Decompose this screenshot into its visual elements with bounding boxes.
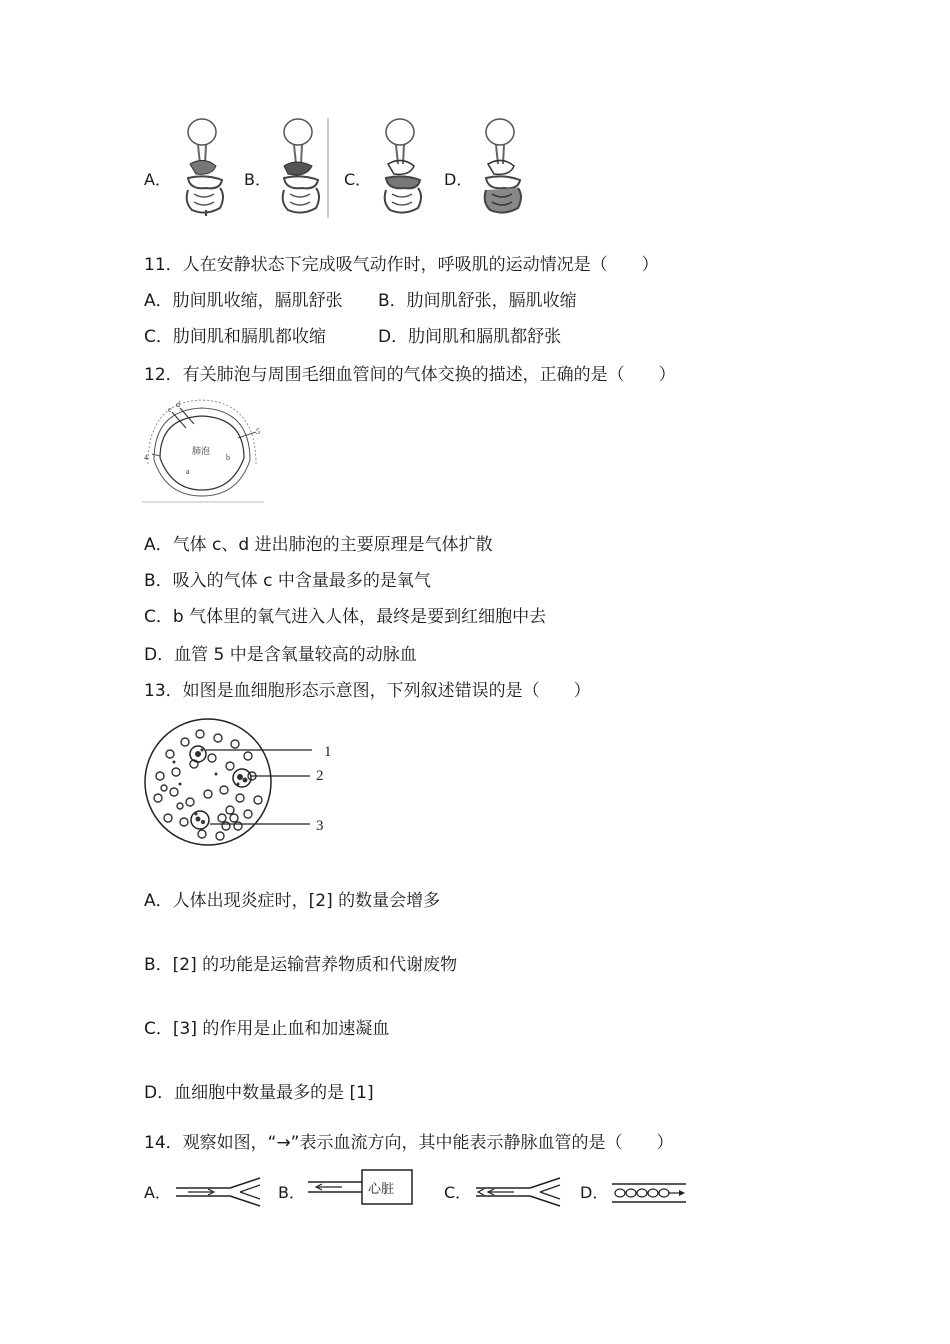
- blood-cell-diagram: [140, 714, 340, 854]
- q11-option-b: B．肋间肌舒张，膈肌收缩: [378, 291, 577, 311]
- blood-cell-label-1: 1: [324, 744, 332, 760]
- label-4: 4: [144, 453, 148, 462]
- q11-option-a: A．肋间肌收缩，膈肌舒张: [144, 291, 343, 311]
- vessel-figure-d: [610, 1180, 690, 1206]
- label-d: d: [176, 400, 180, 409]
- q14-option-b-label: B．: [278, 1183, 305, 1202]
- q13-option-b: B．[2] 的功能是运输营养物质和代谢废物: [144, 955, 458, 975]
- label-c: c: [168, 405, 172, 414]
- blood-cell-label-3: 3: [316, 818, 324, 834]
- q11-option-d: D．肋间肌和膈肌都舒张: [378, 327, 562, 347]
- label-5: 5: [256, 427, 260, 436]
- q13-option-a: A．人体出现炎症时，[2] 的数量会增多: [144, 891, 441, 911]
- q13-option-c: C．[3] 的作用是止血和加速凝血: [144, 1019, 390, 1039]
- q14-option-c-label: C．: [444, 1183, 472, 1202]
- digestive-system-figure-d: [474, 118, 534, 218]
- q10-option-c-label: C．: [344, 170, 372, 189]
- vessel-figure-b: [306, 1168, 416, 1208]
- q10-option-b-label: B．: [244, 170, 271, 189]
- q14-option-d-label: D．: [580, 1183, 609, 1202]
- q14-option-a-label: A．: [144, 1183, 171, 1202]
- alveolus-label: 肺泡: [192, 446, 211, 456]
- label-a: a: [186, 467, 190, 476]
- q12-option-c: C．b 气体里的氧气进入人体，最终是要到红细胞中去: [144, 607, 547, 627]
- q10-option-a-label: A．: [144, 170, 171, 189]
- heart-label: 心脏: [368, 1181, 395, 1196]
- q12-stem: 12．有关肺泡与周围毛细血管间的气体交换的描述，正确的是（ ）: [144, 365, 676, 385]
- q13-option-d: D．血细胞中数量最多的是 [1]: [144, 1083, 374, 1103]
- q12-option-d: D．血管 5 中是含氧量较高的动脉血: [144, 645, 417, 665]
- digestive-system-figure-a: [176, 118, 236, 218]
- q14-stem: 14．观察如图，“→”表示血流方向，其中能表示静脉血管的是（ ）: [144, 1133, 674, 1153]
- vessel-figure-a: [174, 1176, 266, 1208]
- vessel-figure-c: [474, 1176, 566, 1208]
- digestive-system-figure-c: [374, 118, 434, 218]
- q10-option-d-label: D．: [444, 170, 473, 189]
- q12-option-b: B．吸入的气体 c 中含量最多的是氧气: [144, 571, 431, 591]
- digestive-system-figure-b: [272, 118, 332, 218]
- q11-stem: 11．人在安静状态下完成吸气动作时，呼吸肌的运动情况是（ ）: [144, 255, 659, 275]
- label-b: b: [226, 453, 230, 462]
- q12-option-a: A．气体 c、d 进出肺泡的主要原理是气体扩散: [144, 535, 493, 555]
- alveolus-diagram: [142, 398, 264, 504]
- q13-stem: 13．如图是血细胞形态示意图，下列叙述错误的是（ ）: [144, 681, 591, 701]
- blood-cell-label-2: 2: [316, 768, 324, 784]
- q11-option-c: C．肋间肌和膈肌都收缩: [144, 327, 326, 347]
